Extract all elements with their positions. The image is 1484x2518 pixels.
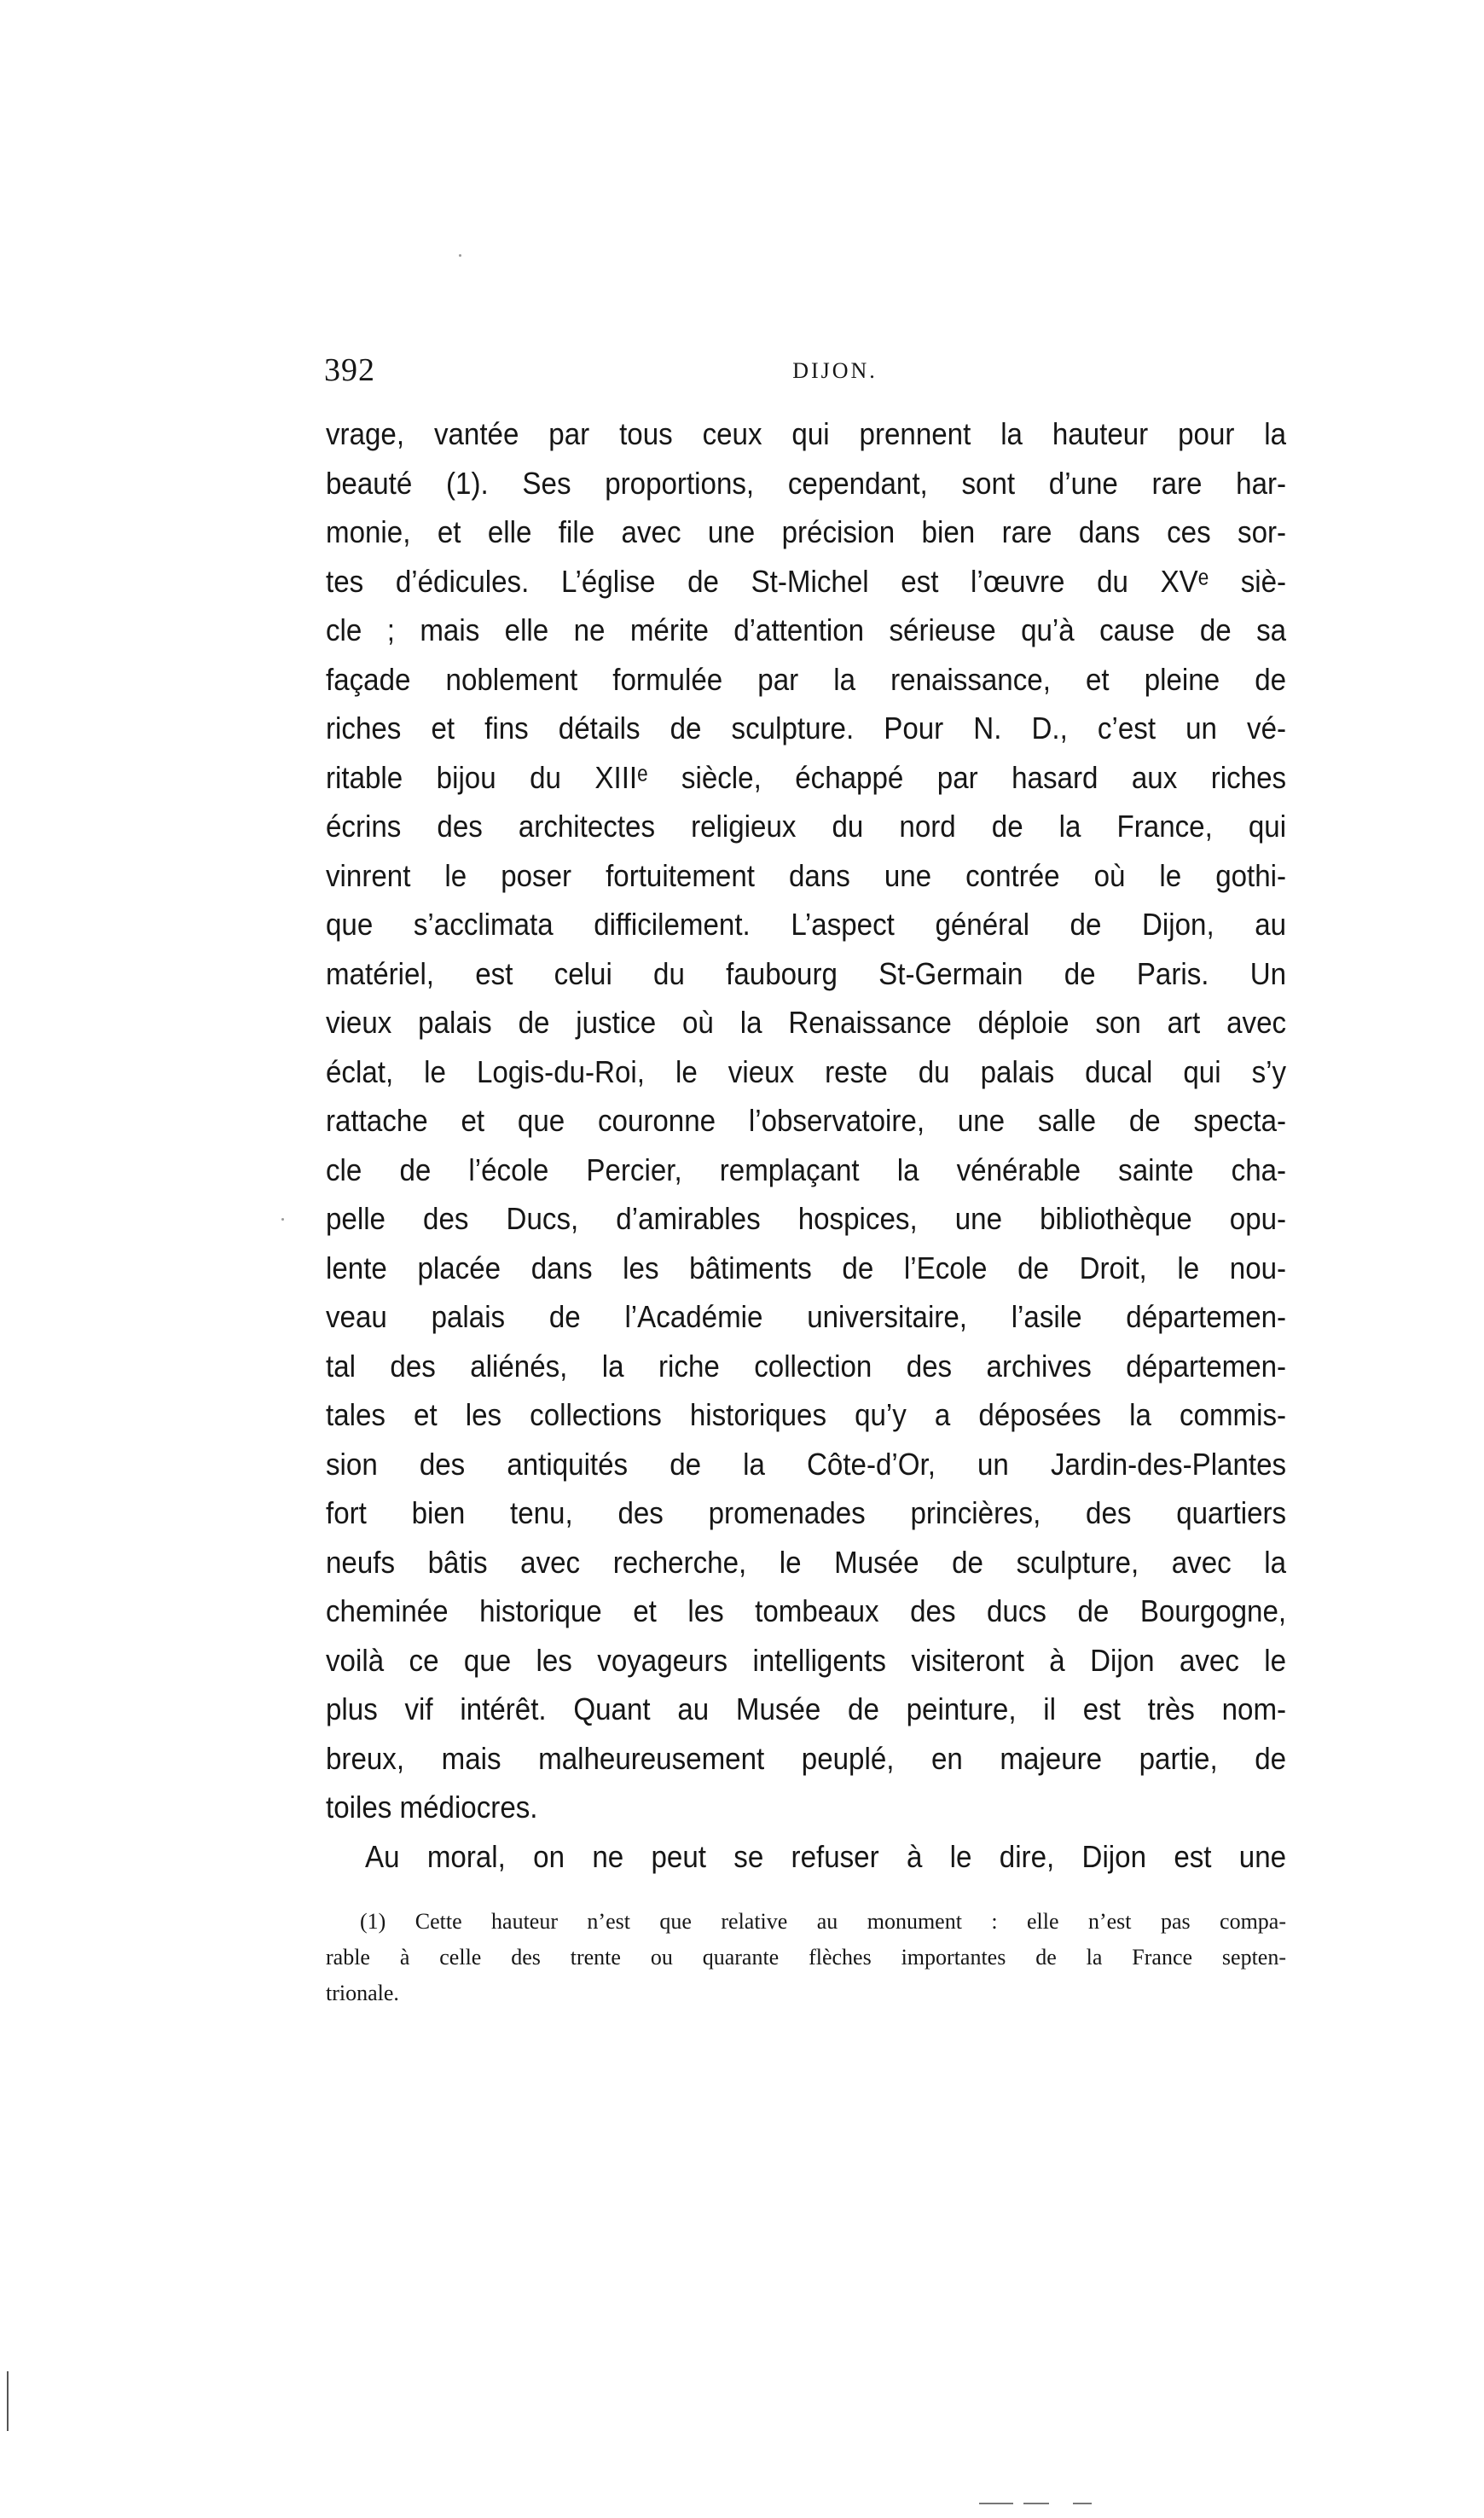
scan-edge-mark (979, 2503, 1013, 2504)
text-line: vieux palais de justice où la Renaissance déploie son art avec (326, 1005, 1287, 1040)
text-line: lente placée dans les bâtiments de l’Ecole de Droit, le nou- (326, 1250, 1287, 1285)
text-line: cle de l’école Percier, remplaçant la vénérable sainte cha- (326, 1152, 1287, 1187)
text-line: tes d’édicules. L’église de St-Michel est l’œuvre du XVᵉ siè- (326, 563, 1287, 599)
text-line: veau palais de l’Académie universitaire, l’asile départemen- (326, 1299, 1287, 1334)
scan-margin-mark (7, 2371, 9, 2431)
text-line: tales et les collections historiques qu’y a déposées la commis- (326, 1397, 1287, 1432)
text-line: matériel, est celui du faubourg St-Germain de Paris. Un (326, 955, 1287, 991)
footnote (326, 1904, 1286, 2011)
text-line: neufs bâtis avec recherche, le Musée de sculpture, avec la (326, 1544, 1287, 1580)
scan-edge-mark (1073, 2503, 1092, 2504)
footnote-line: trionale. (326, 1981, 399, 2005)
text-line-paragraph-start: Au moral, on ne peut se refuser à le dire, Dijon est une (365, 1838, 1287, 1874)
text-line: fort bien tenu, des promenades princières, des quartiers (326, 1495, 1287, 1530)
body-text (326, 409, 1286, 1881)
text-line: riches et fins détails de sculpture. Pour N. D., c’est un vé- (326, 711, 1287, 746)
scan-speck (459, 254, 461, 257)
text-line: cle ; mais elle ne mérite d’attention sérieuse qu’à cause de sa (326, 612, 1287, 647)
text-line: pelle des Ducs, d’amirables hospices, une bibliothèque opu- (326, 1201, 1287, 1236)
text-line: vrage, vantée par tous ceux qui prennent la hauteur pour la (326, 416, 1287, 451)
text-line: monie, et elle file avec une précision bien rare dans ces sor- (326, 514, 1287, 549)
scan-speck (281, 1218, 284, 1221)
text-line: rattache et que couronne l’observatoire, une salle de specta- (326, 1103, 1287, 1138)
running-title: DIJON. (792, 358, 878, 383)
text-line: éclat, le Logis-du-Roi, le vieux reste du palais ducal qui s’y (326, 1053, 1287, 1089)
scan-edge-mark (1023, 2503, 1049, 2504)
text-line: voilà ce que les voyageurs intelligents visiteront à Dijon avec le (326, 1642, 1287, 1678)
page-header (324, 351, 1286, 403)
text-line: façade noblement formulée par la renaissance, et pleine de (326, 661, 1287, 697)
footnote-line: rable à celle des trente ou quarante flèches importantes de la France septen- (326, 1945, 1286, 1970)
text-line: cheminée historique et les tombeaux des ducs de Bourgogne, (326, 1593, 1287, 1628)
text-line: écrins des architectes religieux du nord de la France, qui (326, 809, 1287, 844)
text-line: que s’acclimata difficilement. L’aspect général de Dijon, au (326, 907, 1287, 942)
text-line: beauté (1). Ses proportions, cependant, sont d’une rare har- (326, 465, 1287, 501)
page-number: 392 (324, 352, 375, 388)
text-line: vinrent le poser fortuitement dans une contrée où le gothi- (326, 857, 1287, 893)
footnote-line: (1) Cette hauteur n’est que relative au monument : elle n’est pas compa- (360, 1909, 1286, 1934)
text-line: breux, mais malheureusement peuplé, en majeure partie, de (326, 1740, 1287, 1776)
text-line: plus vif intérêt. Quant au Musée de peinture, il est très nom- (326, 1691, 1287, 1726)
text-line: tal des aliénés, la riche collection des archives départemen- (326, 1348, 1287, 1384)
text-line: ritable bijou du XIIIᵉ siècle, échappé par hasard aux riches (326, 759, 1287, 795)
text-line: sion des antiquités de la Côte-d’Or, un Jardin-des-Plantes (326, 1446, 1287, 1482)
text-line: toiles médiocres. (326, 1790, 538, 1825)
